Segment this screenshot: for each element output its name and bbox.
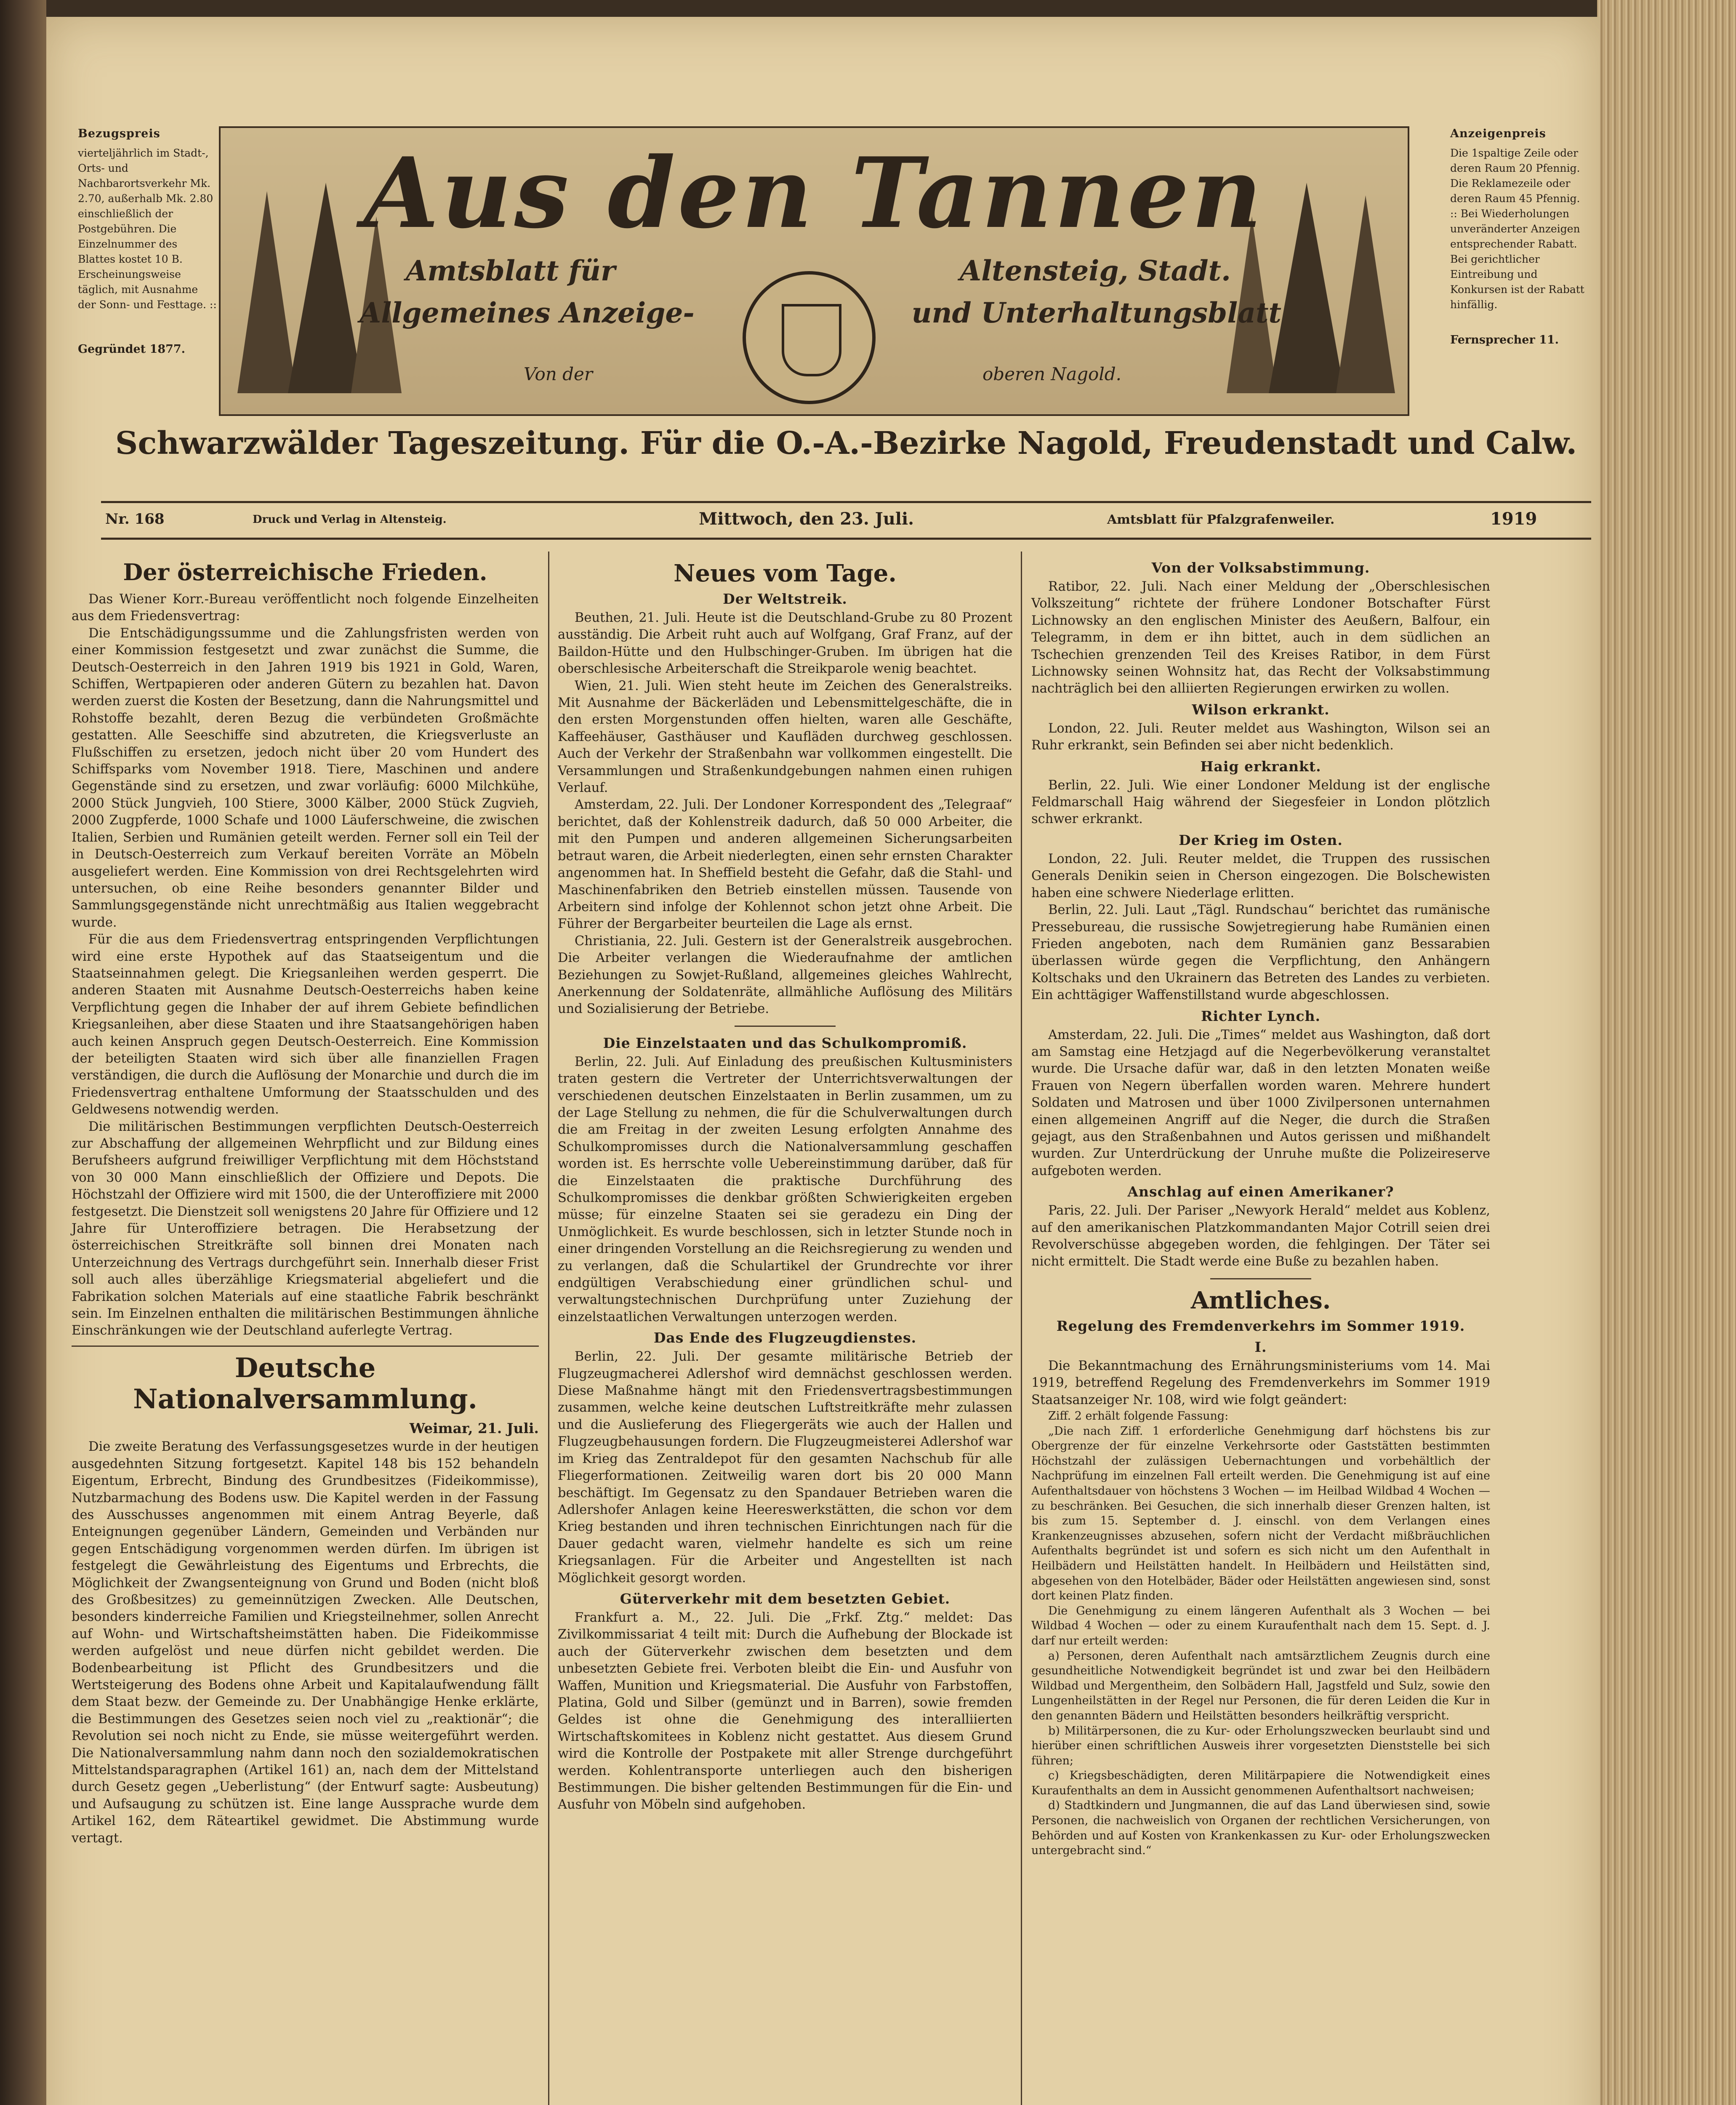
column-divider-1 bbox=[548, 552, 549, 2105]
article-paragraph: Paris, 22. Juli. Der Pariser „Newyork Herald“ meldet aus Koblenz, auf den amerikanischen Platzkommandanten Major Cotrill seien drei Revolverschüsse abgegeben worden, die fehlgingen. Der Täter sei nicht ermittelt. Die Stadt werde eine Buße zu bezahlen haben. bbox=[1031, 1203, 1490, 1269]
masthead bbox=[219, 126, 1409, 416]
town-crest-emblem bbox=[743, 271, 876, 404]
article-paragraph: Frankfurt a. M., 22. Juli. Die „Frkf. Ztg.“ meldet: Das Zivilkommissariat 4 teilt mit: Durch die Aufhebung der Blockade ist auch der Güterverkehr zwischen dem besetzten und dem unbesetzten Gebiete frei. Verboten bleibt die Ein- und Ausfuhr von Waffen, Munition und Kriegsmaterial. Die Ausfuhr von Farbstoffen, Platina, Gold und Silber (gemünzt und in Barren), sowie fremden Geldes ist ohne die Genehmigung des interalliierten Wirtschaftskomitees in Koblenz nicht gestattet. Aus diesem Grund wird die Kontrolle der Postpakete mit aller Strenge durchgeführt werden. Kohlentransporte unterliegen auch den bisherigen Bestimmungen. Die bisher geltenden Bestimmungen für die Ein- und Ausfuhr von Möbeln sind aufgehoben. bbox=[558, 1610, 1012, 1812]
column-3 bbox=[1031, 556, 1490, 1858]
advertisement-price-title: Anzeigenpreis bbox=[1450, 127, 1546, 140]
article-paragraph: Wien, 21. Juli. Wien steht heute im Zeichen des Generalstreiks. Mit Ausnahme der Bäckerläden und Lebensmittelgeschäfte, die in den ersten Morgenstunden offen hielten, waren alle Geschäfte, Kaffeehäuser, Gasthäuser und Kaufläden durchweg geschlossen. Auch der Verkehr der Straßenbahn war vollkommen eingestellt. Die Versammlungen und Straßenkundgebungen nahmen einen ruhigen Verlauf. bbox=[558, 678, 1012, 796]
issue-info-bar bbox=[101, 501, 1591, 540]
section-divider bbox=[1210, 1278, 1311, 1279]
printer-note: Druck und Verlag in Altensteig. bbox=[253, 513, 447, 526]
telephone-note: Fernsprecher 11. bbox=[1450, 333, 1559, 346]
masthead-subtitle-left: Amtsblatt für bbox=[406, 254, 615, 287]
article-paragraph: Die militärischen Bestimmungen verpflichten Deutsch-Oesterreich zur Abschaffung der allgemeinen Wehrpflicht und zur Bildung eines Berufsheers aufgrund freiwilliger Verpflichtung mit dem Höchststand von 30 000 Mann einschließlich der Offiziere und Depots. Die Höchstzahl der Offiziere wird mit 1500, die der Unteroffiziere mit 2000 festgesetzt. Die Dienstzeit soll wenigstens 20 Jahre für Offiziere und 12 Jahre für Unteroffiziere betragen. Die Herabsetzung der österreichischen Streitkräfte soll binnen drei Monaten nach Unterzeichnung des Vertrags durchgeführt sein. Innerhalb dieser Frist soll auch alles überzählige Kriegsmaterial abgeliefert und die Fabrikation solchen Materials auf eine staatliche Fabrik beschränkt sein. Im Einzelnen enthalten die militärischen Bestimmungen ähnliche Einschränkungen wie der Deutschland auferlegte Vertrag. bbox=[72, 1119, 539, 1338]
article-paragraph: Ratibor, 22. Juli. Nach einer Meldung der „Oberschlesischen Volkszeitung“ richtete der frühere Londoner Botschafter Fürst Lichnowsky an den englischen Minister des Aeußern, Balfour, ein Telegramm, in dem er ihn bittet, auch in dem südlichen an Tschechien grenzenden Teil des Kreises Ratibor, in dem Fürst Lichnowsky seinen Wohnsitz hat, das Recht der Volksabstimmung nachträglich bei den alliierten Regierungen erwirken zu wollen. bbox=[1031, 579, 1490, 696]
article-paragraph: Die Genehmigung zu einem längeren Aufenthalt als 3 Wochen — bei Wildbad 4 Wochen — oder zu einem Kuraufenthalt nach dem 15. Sept. d. J. darf nur erteilt werden: bbox=[1031, 1604, 1490, 1647]
article-paragraph: Berlin, 22. Juli. Laut „Tägl. Rundschau“ berichtet das rumänische Pressebureau, die russische Sowjetregierung habe Rumänien einen Frieden angeboten, nach dem Rumänien ganz Bessarabien überlassen würde gegen die Verpflichtung, den Anhängern Koltschaks und den Ukrainern das Betreten des Landes zu verbieten. Ein achttägiger Waffenstillstand wurde abgeschlossen. bbox=[1031, 903, 1490, 1003]
article-paragraph: Berlin, 22. Juli. Der gesamte militärische Betrieb der Flugzeugmacherei Adlershof wird demnächst geschlossen werden. Diese Maßnahme hängt mit den Friedensvertragsbestimmungen zusammen, welche keine deutschen Luftstreitkräfte mehr zulassen und die Auslieferung des Fliegergeräts wie auch der Hallen und Flugzeugbehausungen fordern. Die Flugzeugmeisterei Adlershof war im Krieg das Zentraldepot für den gesamten Nachschub für alle Fliegerformationen. Zeitweilig waren dort bis 20 000 Mann beschäftigt. Im Gegensatz zu den Spandauer Betrieben waren die Adlershofer Anlagen keine Heereswerkstätten, die schon vor dem Krieg bestanden und ihren technischen Einrichtungen nach für die Dauer gedacht waren, vielmehr handelte es sich um reine Kriegsanlagen. Für die Arbeiter und Angestellten ist nach Möglichkeit gesorgt worden. bbox=[558, 1349, 1012, 1585]
subheading-wilson-ill: Wilson erkrankt. bbox=[1192, 701, 1330, 718]
headline-austrian-peace: Der österreichische Frieden. bbox=[123, 559, 487, 586]
article-paragraph: London, 22. Juli. Reuter meldet, die Truppen des russischen Generals Denikin seien in Cherson eingezogen. Die Bolschewisten haben eine schwere Niederlage erlitten. bbox=[1031, 851, 1490, 901]
article-paragraph: Berlin, 22. Juli. Auf Einladung des preußischen Kultusministers traten gestern die Vertreter der Unterrichtsverwaltungen der verschiedenen deutschen Einzelstaaten in Berlin zusammen, um zu der Lage Stellung zu nehmen, die für die Schulverwaltungen durch die am Freitag in der zweiten Lesung erfolgten Annahme des Schulkompromisses durch die Nationalversammlung geschaffen worden ist. Es herrschte volle Uebereinstimmung darüber, daß für die Einzelstaaten die praktische Durchführung des Schulkompromisses die denkbar größten Schwierigkeiten ergeben müsse; für einzelne Staaten sei sie geradezu ein Ding der Unmöglichkeit. Es wurde beschlossen, sich in letzter Stunde noch in einer dringenden Vorstellung an die Reichsregierung zu wenden und zu verlangen, daß die Schulartikel der Grundrechte vor ihrer endgültigen Verabschiedung einer gründlichen schul- und verwaltungstechnischen Durchprüfung unter Zuziehung der einzelstaatlichen Verwaltungen unterzogen werden. bbox=[558, 1054, 1012, 1324]
article-paragraph: Die Bekanntmachung des Ernährungsministeriums vom 14. Mai 1919, betreffend Regelung des Fremdenverkehrs im Sommer 1919 Staatsanzeiger Nr. 108, wird wie folgt geändert: bbox=[1031, 1358, 1490, 1407]
masthead-title: Aus den Tannen bbox=[364, 136, 1265, 250]
masthead-subtitle-left-2: Allgemeines Anzeige- bbox=[359, 296, 695, 329]
article-paragraph: Christiania, 22. Juli. Gestern ist der Generalstreik ausgebrochen. Die Arbeiter verlangen die Wiederaufnahme der amtlichen Beziehungen zu Sowjet-Rußland, allgemeines gleiches Wahlrecht, Anerkennung der Soldatenräte, allmähliche Auflösung des Militärs und Sozialisierung der Betriebe. bbox=[558, 933, 1012, 1017]
article-paragraph: d) Stadtkindern und Jungmannen, die auf das Land überwiesen sind, sowie Personen, die nachweislich von Organen der rechtlichen Versicherungen, von Behörden und auf Kosten von Krankenkassen zu Kur- oder Erholungszwecken untergebracht sind.“ bbox=[1031, 1799, 1490, 1857]
book-page-edges bbox=[1597, 0, 1736, 2105]
issue-year: 1919 bbox=[1490, 509, 1537, 529]
column-divider-2 bbox=[1021, 552, 1022, 2105]
subheading-aviation-service: Das Ende des Flugzeugdienstes. bbox=[653, 1330, 917, 1346]
newspaper-page bbox=[46, 17, 1600, 2105]
headline-national-assembly: Deutsche Nationalversammlung. bbox=[133, 1352, 477, 1415]
section-divider bbox=[735, 1026, 836, 1027]
subheading-war-in-east: Der Krieg im Osten. bbox=[1179, 831, 1343, 848]
article-paragraph: „Die nach Ziff. 1 erforderliche Genehmigung darf höchstens bis zur Obergrenze der für einzelne Verkehrsorte oder Gaststätten bestimmten Höchstzahl der zulässigen Uebernachtungen und vorbehältlich der Nachprüfung im einzelnen Fall erteilt werden. Die Genehmigung ist auf eine Aufenthaltsdauer von höchstens 3 Wochen — im Heilbad Wildbad 4 Wochen — zu beschränken. Bei Gesuchen, die sich innerhalb dieser Grenzen halten, ist bis zum 15. September d. J. einschl. von dem Verlangen eines Krankenzeugnisses abzusehen, sofern nicht der Verdacht mißbräuchlichen Aufenthalts begründet ist und sofern es sich nicht um den Aufenthalt in Heilbädern und Heilstätten handelt. In Heilbädern und Heilstätten sind, abgesehen von den Hotelbäder, Bäder oder Heilstätten angewiesen sind, sonst dort keinen Platz finden. bbox=[1031, 1424, 1490, 1603]
article-paragraph: c) Kriegsbeschädigten, deren Militärpapiere die Notwendigkeit eines Kuraufenthalts an dem in Aussicht genommenen Aufenthaltsort nachweisen; bbox=[1031, 1769, 1490, 1797]
dateline-weimar: Weimar, 21. Juli. bbox=[409, 1420, 539, 1436]
headline-official-notices: Amtliches. bbox=[1190, 1286, 1331, 1314]
section-divider bbox=[72, 1346, 539, 1347]
subheading-judge-lynch: Richter Lynch. bbox=[1201, 1007, 1321, 1024]
article-paragraph: Für die aus dem Friedensvertrag entspringenden Verpflichtungen wird eine erste Hypothek auf das Staatseigentum und die Staatseinnahmen gelegt. Die Kriegsanleihen werden gesperrt. Die anderen Staaten mit Ausnahme Deutsch-Oesterreichs haben keine Verpflichtung gegen die Inhaber der auf ihrem Gebiete befindlichen Kriegsanleihen, aber diese Staaten und ihre Staatsangehörigen haben auch keinen Anspruch gegen Deutsch-Oesterreich. Eine Kommission der beteiligten Staaten wird sich über alle finanziellen Fragen verständigen, die durch die Auflösung der Monarchie und durch die im Friedensvertrag enthaltene Umformung der Staatsschulden und des Geldwesens notwendig werden. bbox=[72, 932, 539, 1117]
masthead-subtitle-right: Altensteig, Stadt. bbox=[959, 254, 1231, 287]
issue-date: Mittwoch, den 23. Juli. bbox=[699, 509, 914, 529]
section-numeral: I. bbox=[1254, 1338, 1267, 1355]
subscription-price-text: vierteljährlich im Stadt-, Orts- und Nachbarortsverkehr Mk. 2.70, außerhalb Mk. 2.80 einschließlich der Postgebühren. Die Einzelnummer des Blattes kostet 10 B. Erscheinungsweise täglich, mit Ausnahme der Sonn- und Festtage. :: bbox=[78, 147, 217, 311]
subheading-goods-traffic: Güterverkehr mit dem besetzten Gebiet. bbox=[620, 1590, 951, 1607]
subheading-world-strike: Der Weltstreik. bbox=[723, 591, 847, 607]
subheading-attack-on-american: Anschlag auf einen Amerikaner? bbox=[1127, 1183, 1394, 1200]
article-paragraph: Ziff. 2 erhält folgende Fassung: bbox=[1048, 1410, 1229, 1423]
article-paragraph: Die zweite Beratung des Verfassungsgesetzes wurde in der heutigen ausgedehnten Sitzung fortgesetzt. Kapitel 148 bis 152 behandeln Eigentum, Erbrecht, Bindung des Grundbesitzes (Fideikommisse), Nutzbarmachung des Bodens usw. Die Kapitel werden in der Fassung des Ausschusses angenommen mit einem Antrag Beyerle, daß Enteignungen gegenüber Ländern, Gemeinden und Verbänden nur gegen Entschädigung vorgenommen werden dürfen. Im übrigen ist festgelegt die Gewährleistung des Eigentums und Erbrechts, die Möglichkeit der Zwangsenteignung von Grund und Boden (nicht bloß des Großbesitzes) zu gemeinnützigen Zwecken. Alle Deutschen, besonders kinderreiche Familien und Kriegsteilnehmer, sollen Anrecht auf Wohn- und Wirtschaftsheimstätten haben. Die Fideikommisse werden aufgelöst und neue dürfen nicht gebildet werden. Die Bodenbearbeitung ist Pflicht des Grundbesitzers und die Wertsteigerung des Bodens ohne Arbeit und Kapitalaufwendung fällt dem Staat bezw. der Gemeinde zu. Der Unabhängige Henke erklärte, die Bestimmungen des Gesetzes seien noch viel zu „reaktionär“; die Revolution sei noch nicht zu Ende, sie müsse weitergeführt werden. Die Nationalversammlung nahm dann noch den sozialdemokratischen Mittelstandsparagraphen (Artikel 161) an, nach dem der Mittelstand durch Gesetz gegen „Ueberlistung“ (der Entwurf sagte: Ausbeutung) und Aufsaugung zu schützen ist. Eine lange Aussprache wurde dem Artikel 162, dem Räteartikel gewidmet. Die Abstimmung wurde vertagt. bbox=[72, 1439, 539, 1846]
article-paragraph: Amsterdam, 22. Juli. Die „Times“ meldet aus Washington, daß dort am Samstag eine Hetzjagd auf die Negerbevölkerung veranstaltet wurde. Die Ursache dafür war, daß in den letzten Monaten weiße Frauen von Negern überfallen worden waren. Mehrere hundert Soldaten und Matrosen und über 1000 Zivilpersonen unternahmen einen allgemeinen Angriff auf die Neger, die durch die Straßen gejagt, aus den Straßenbahnen und Autos gerissen und mißhandelt wurden. Zur Unterdrückung der Unruhe mußte die Polizeireserve aufgeboten werden. bbox=[1031, 1027, 1490, 1178]
book-spine bbox=[0, 0, 46, 2105]
founded-note: Gegründet 1877. bbox=[78, 343, 186, 356]
masthead-region-label: oberen Nagold. bbox=[982, 364, 1121, 384]
masthead-subtitle-right-2: und Unterhaltungsblatt bbox=[911, 296, 1281, 329]
article-paragraph: b) Militärpersonen, die zu Kur- oder Erholungszwecken beurlaubt sind und hierüber einen schriftlichen Ausweis ihrer vorgesetzten Dienststelle bei sich führen; bbox=[1031, 1724, 1490, 1767]
subheading-plebiscite: Von der Volksabstimmung. bbox=[1151, 560, 1370, 576]
subheading-tourism-regulation: Regelung des Fremdenverkehrs im Sommer 1919. bbox=[1056, 1317, 1465, 1334]
column-1 bbox=[72, 556, 539, 1847]
advertisement-price-text: Die 1spaltige Zeile oder deren Raum 20 Pfennig. Die Reklamezeile oder deren Raum 45 Pfennig. :: Bei Wiederholungen unveränderter Anzeigen entsprechender Rabatt. Bei gerichtlicher Eintreibung und Konkursen ist der Rabatt hinfällig. bbox=[1450, 147, 1584, 311]
headline-news-of-the-day: Neues vom Tage. bbox=[674, 560, 897, 587]
article-paragraph: Beuthen, 21. Juli. Heute ist die Deutschland-Grube zu 80 Prozent ausständig. Die Arbeit ruht auch auf Wolfgang, Graf Franz, auf der Baildon-Hütte und den Hulbschinger-Gruben. Im übrigen hat die oberschlesische Arbeiterschaft die Streikparole wenig beachtet. bbox=[558, 610, 1012, 677]
regional-tagline: Schwarzwälder Tageszeitung. Für die O.-A.-Bezirke Nagold, Freudenstadt und Calw. bbox=[115, 425, 1577, 461]
article-paragraph: Die Entschädigungssumme und die Zahlungsfristen werden von einer Kommission festgesetzt und zwar zunächst die Summe, die Deutsch-Oesterreich in den Jahren 1919 bis 1921 in Gold, Waren, Schiffen, Wertpapieren oder anderen Gütern zu bezahlen hat. Davon werden zuerst die Kosten der Besetzung, dann die Nahrungsmittel und Rohstoffe bezahlt, deren Bezug die verbündeten Großmächte gestatten. Alle Seeschiffe sind abzutreten, die Kriegsverluste an Flußschiffen zu ersetzen, jedoch nicht über 20 vom Hundert des Schiffsparks vom November 1918. Tiere, Maschinen und andere Gegenstände sind zu ersetzen, und zwar vorläufig: 6000 Milchkühe, 2000 Stück Jungvieh, 100 Stiere, 3000 Kälber, 2000 Stück Zugvieh, 2000 Zugpferde, 1000 Schafe und 1000 Läuferschweine, die zwischen Italien, Serbien und Rumänien geteilt werden. Ferner soll ein Teil der in Deutsch-Oesterreich zum Verkauf bereiten Vorräte an Möbeln ausgeliefert werden. Eine Kommission von drei Rechtsgelehrten wird untersuchen, ob eine Reihe besonders genannter Bilder und Sammlungsgegenstände nicht unrechtmäßig aus Italien weggebracht wurde. bbox=[72, 626, 539, 930]
advertisement-price-box bbox=[1450, 126, 1589, 348]
official-gazette-note: Amtsblatt für Pfalzgrafenweiler. bbox=[1107, 512, 1335, 527]
column-2 bbox=[558, 556, 1012, 1814]
masthead-from-label: Von der bbox=[524, 364, 593, 384]
subheading-haig-ill: Haig erkrankt. bbox=[1200, 758, 1321, 775]
article-paragraph: Amsterdam, 22. Juli. Der Londoner Korrespondent des „Telegraaf“ berichtet, daß der Kohlenstreik dadurch, daß 50 000 Arbeiter, die mit den Pumpen und anderen allgemeinen Sicherungsarbeiten betraut waren, die Arbeit niederlegten, einen sehr ernsten Charakter angenommen hat. In Sheffield besteht die Gefahr, daß die Stahl- und Maschinenfabriken den Betrieb einstellen müssen. Tausende von Arbeitern sind infolge der Kohlennot schon jetzt ohne Arbeit. Die Führer der Bergarbeiter beurteilen die Lage als ernst. bbox=[558, 797, 1012, 932]
subheading-school-compromise: Die Einzelstaaten und das Schulkompromiß. bbox=[603, 1034, 967, 1051]
issue-number: Nr. 168 bbox=[105, 511, 165, 528]
subscription-price-box bbox=[78, 126, 217, 357]
article-paragraph: Berlin, 22. Juli. Wie einer Londoner Meldung ist der englische Feldmarschall Haig während der Siegesfeier in London plötzlich schwer erkrankt. bbox=[1031, 778, 1490, 827]
article-paragraph: London, 22. Juli. Reuter meldet aus Washington, Wilson sei an Ruhr erkrankt, sein Befinden sei aber nicht bedenklich. bbox=[1031, 721, 1490, 753]
subscription-price-title: Bezugspreis bbox=[78, 127, 160, 140]
article-paragraph: Das Wiener Korr.-Bureau veröffentlicht noch folgende Einzelheiten aus dem Friedensvertrag: bbox=[72, 592, 539, 624]
article-paragraph: a) Personen, deren Aufenthalt nach amtsärztlichem Zeugnis durch eine gesundheitliche Notwendigkeit begründet ist und zwar bei den Heilbädern Wildbad und Mergentheim, den Solbädern Hall, Jagstfeld und Sulz, sowie den Lungenheilstätten in der Regel nur Personen, die für deren Leiden die Kur in den genannten Bädern und Heilstätten besonders heilkräftig verspricht. bbox=[1031, 1649, 1490, 1722]
